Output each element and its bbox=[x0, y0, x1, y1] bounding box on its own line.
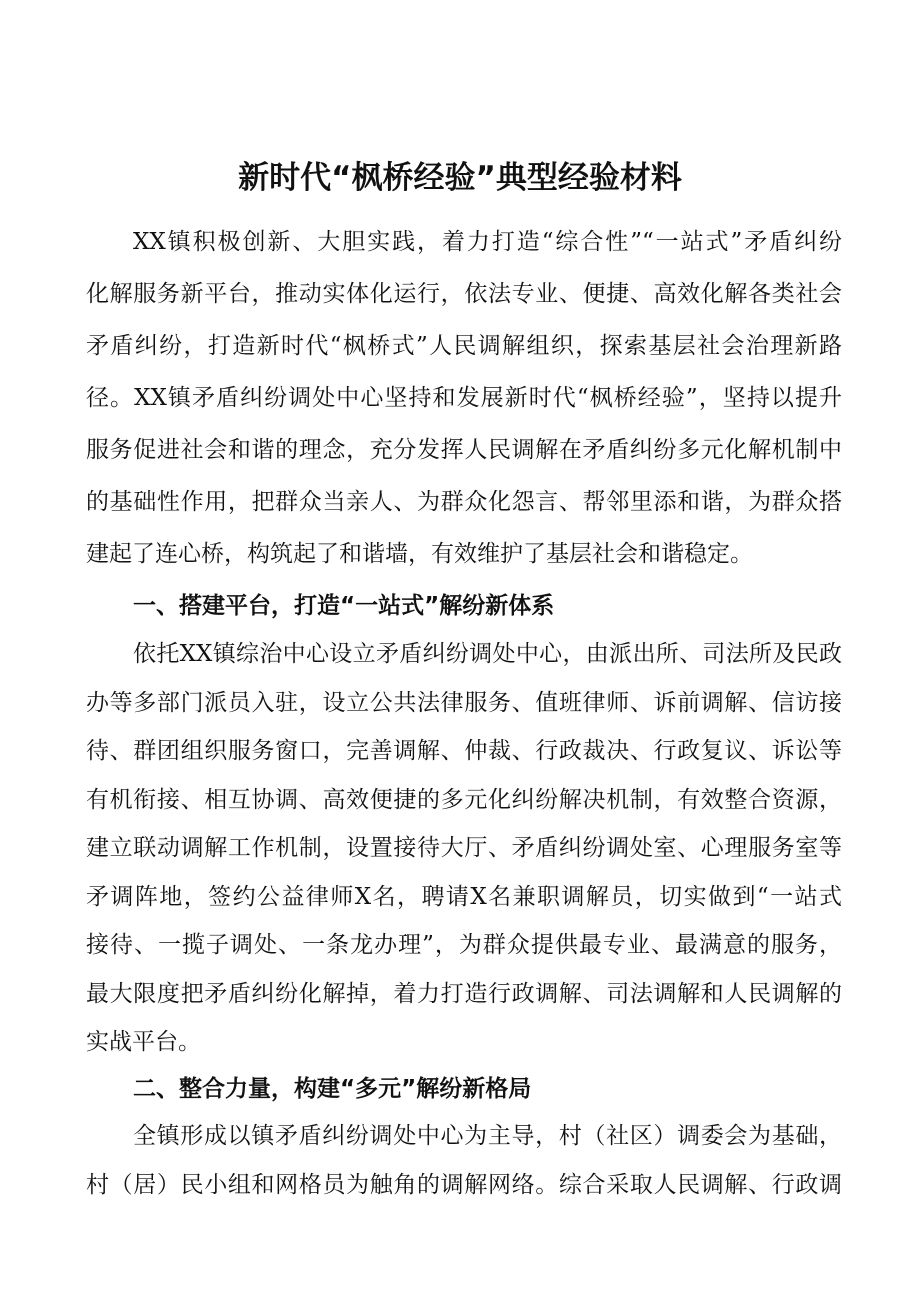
text-line: 服务促进社会和谐的理念，充分发挥人民调解在矛盾纠纷多元化解机制中 bbox=[86, 437, 842, 463]
text-line: 接待、一揽子调处、一条龙办理”，为群众提供最专业、最满意的服务， bbox=[86, 932, 842, 958]
text-line: 建立联动调解工作机制，设置接待大厅、矛盾纠纷调处室、心理服务室等 bbox=[86, 835, 842, 861]
text-line: 矛盾纠纷，打造新时代“枫桥式”人民调解组织，探索基层社会治理新路 bbox=[86, 333, 842, 359]
section-heading-1: 一、搭建平台，打造“一站式”解纷新体系 bbox=[133, 593, 555, 619]
document-title: 新时代“枫桥经验”典型经验材料 bbox=[238, 160, 682, 196]
text-line: 待、群团组织服务窗口，完善调解、仲裁、行政裁决、行政复议、诉讼等 bbox=[86, 738, 842, 764]
text-line: XX镇积极创新、大胆实践，着力打造“综合性”“一站式”矛盾纠纷 bbox=[133, 229, 842, 255]
text-line: 有机衔接、相互协调、高效便捷的多元化纠纷解决机制，有效整合资源， bbox=[86, 786, 842, 813]
paragraph-section-1 bbox=[86, 631, 842, 1065]
text-line: 办等多部门派员入驻，设立公共法律服务、值班律师、诉前调解、信访接 bbox=[86, 689, 842, 716]
text-line: 全镇形成以镇矛盾纠纷调处中心为主导，村（社区）调委会为基础， bbox=[133, 1123, 842, 1149]
text-line: 最大限度把矛盾纠纷化解掉，着力打造行政调解、司法调解和人民调解的 bbox=[86, 980, 842, 1007]
text-line: 实战平台。 bbox=[86, 1029, 201, 1055]
text-line: 的基础性作用，把群众当亲人、为群众化怨言、帮邻里添和谐，为群众搭 bbox=[86, 489, 842, 515]
text-line: 依托XX镇综治中心设立矛盾纠纷调处中心，由派出所、司法所及民政 bbox=[133, 641, 842, 667]
paragraph-section-2 bbox=[86, 1113, 842, 1208]
paragraph-intro bbox=[86, 219, 842, 577]
text-line: 径。XX镇矛盾纠纷调处中心坚持和发展新时代“枫桥经验”，坚持以提升 bbox=[86, 385, 842, 411]
text-line: 建起了连心桥，构筑起了和谐墙，有效维护了基层社会和谐稳定。 bbox=[86, 541, 753, 567]
text-line: 化解服务新平台，推动实体化运行，依法专业、便捷、高效化解各类社会 bbox=[86, 281, 842, 307]
text-line: 矛调阵地，签约公益律师X名，聘请X名兼职调解员，切实做到“一站式 bbox=[86, 883, 842, 910]
text-line: 村（居）民小组和网格员为触角的调解网络。综合采取人民调解、行政调 bbox=[86, 1171, 842, 1198]
section-heading-2: 二、整合力量，构建“多元”解纷新格局 bbox=[133, 1076, 532, 1102]
